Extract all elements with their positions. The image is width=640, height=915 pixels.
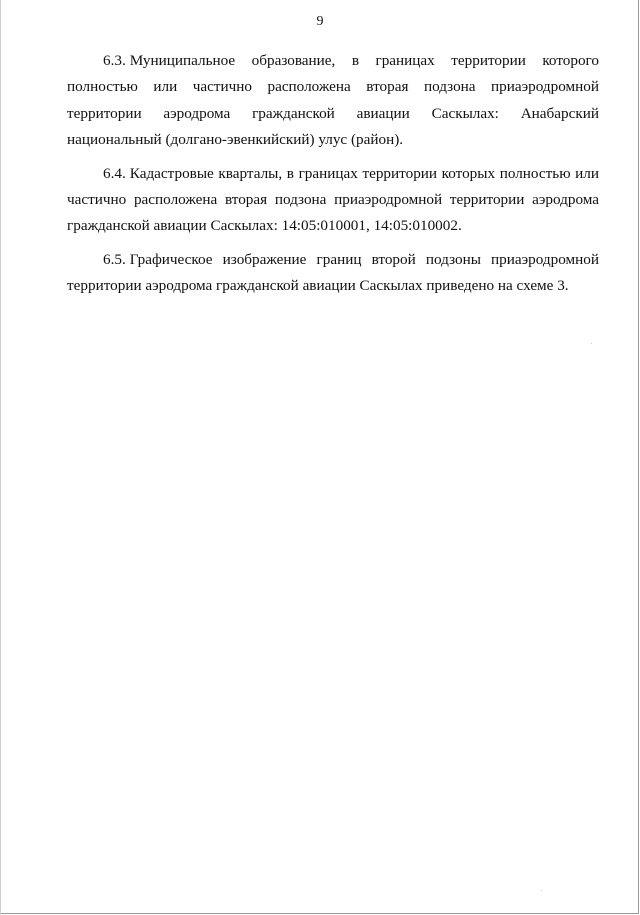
paragraph-number: 6.4. [103,164,126,182]
page-number: 9 [316,14,324,29]
scan-speck [541,890,542,891]
scan-edge [0,0,1,915]
paragraph-number: 6.3. [103,52,126,69]
paragraph-number: 6.5. [103,250,126,268]
paragraph-text: Кадастровые кварталы, в границах территории которых полностью или частично расположена вторая подзона приаэродромной территории аэродрома гражданской авиации Саскылах: 14:05:010001, 14:05:010002. [67,164,599,235]
scan-speck [591,343,592,344]
paragraph-6-5 [67,247,599,300]
paragraph-text: Муниципальное образование, в границах территории которого полностью или частично расположена вторая подзона приаэродромной территории аэродрома гражданской авиации Саскылах: Анабарский национальный (долгано-эвенкийский) улус (район). [67,52,599,149]
paragraph-text: Графическое изображение границ второй подзоны приаэродромной территории аэродрома гражданской авиации Саскылах приведено на схеме 3. [67,250,599,295]
document-body [67,48,599,307]
paragraph-6-4 [67,161,599,240]
paragraph-6-3 [67,48,599,154]
